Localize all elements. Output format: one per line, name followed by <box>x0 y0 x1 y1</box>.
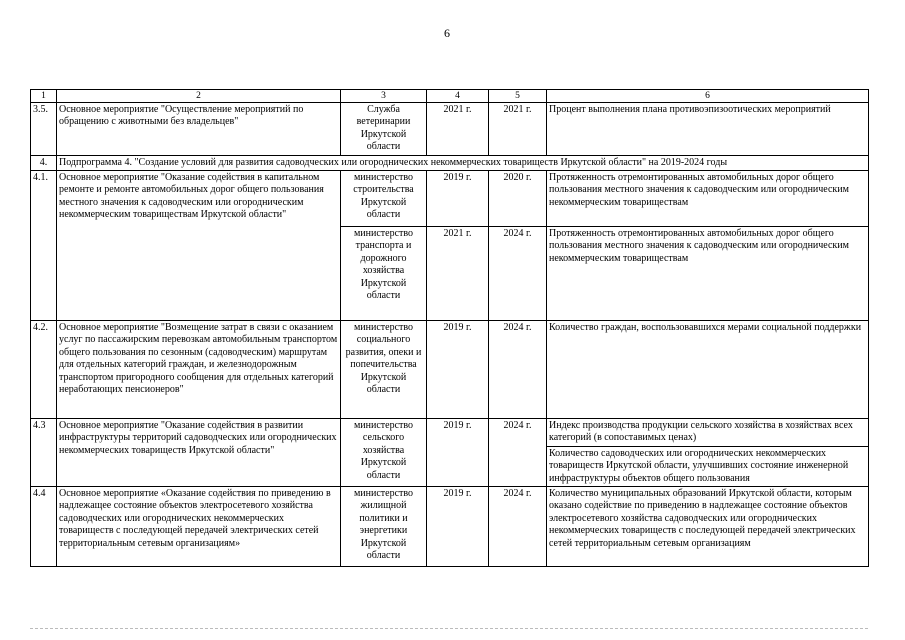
table-row <box>31 321 869 419</box>
page-number: 6 <box>444 26 450 40</box>
indicator-cell: Индекс производства продукции сельского хозяйства в хозяйствах всех категорий (в сопоставимых ценах) <box>547 419 869 447</box>
end-year-cell: 2024 г. <box>489 419 547 487</box>
end-year-cell: 2024 г. <box>489 227 547 321</box>
executor-cell: министерство транспорта и дорожного хозяйства Иркутской области <box>341 227 427 321</box>
row-number: 4.3 <box>31 419 57 487</box>
executor-cell: министерство социального развития, опеки и попечительства Иркутской области <box>341 321 427 419</box>
indicator-cell: Количество муниципальных образований Иркутской области, которым оказано содействие по приведению в надлежащее состояние объектов электросетевого хозяйства садоводческих или огороднических некоммерческих товариществ с последующей передачей электрических сетей территориальным сетевым организациям <box>547 487 869 567</box>
start-year-cell: 2019 г. <box>427 419 489 487</box>
table-row <box>31 419 869 447</box>
activity-cell: Основное мероприятие "Осуществление мероприятий по обращению с животными без владельцев" <box>57 103 341 156</box>
column-number: 5 <box>489 90 547 103</box>
start-year-cell: 2019 г. <box>427 321 489 419</box>
executor-cell: министерство строительства Иркутской области <box>341 171 427 227</box>
subprogram-title: Подпрограмма 4. "Создание условий для развития садоводческих или огороднических некоммерческих товариществ Иркутской области" на 2019-2024 годы <box>57 155 869 170</box>
table-row <box>31 487 869 567</box>
indicator-cell: Количество граждан, воспользовавшихся мерами социальной поддержки <box>547 321 869 419</box>
indicator-cell: Процент выполнения плана противоэпизоотических мероприятий <box>547 103 869 156</box>
page-edge-divider <box>30 628 868 629</box>
column-number: 4 <box>427 90 489 103</box>
column-number: 1 <box>31 90 57 103</box>
start-year-cell: 2021 г. <box>427 227 489 321</box>
program-table <box>30 89 869 567</box>
start-year-cell: 2021 г. <box>427 103 489 156</box>
subprogram-row <box>31 155 869 170</box>
activity-cell: Основное мероприятие «Оказание содействия по приведению в надлежащее состояние объектов электросетевого хозяйства садоводческих или огороднических некоммерческих товариществ с последующей передачей электрических сетей территориальным сетевым организациям» <box>57 487 341 567</box>
column-number: 3 <box>341 90 427 103</box>
row-number: 4. <box>31 155 57 170</box>
end-year-cell: 2020 г. <box>489 171 547 227</box>
end-year-cell: 2021 г. <box>489 103 547 156</box>
table-row <box>31 103 869 156</box>
activity-cell: Основное мероприятие "Возмещение затрат в связи с оказанием услуг по пассажирским перевозкам автомобильным транспортом общего пользования по сезонным (садоводческим) маршрутам для отдельных категорий граждан, и железнодорожным транспортом пригородного сообщения для отдельных категорий неработающих пенсионеров" <box>57 321 341 419</box>
executor-cell: Служба ветеринарии Иркутской области <box>341 103 427 156</box>
row-number: 4.1. <box>31 171 57 321</box>
column-number: 2 <box>57 90 341 103</box>
indicator-cell: Протяженность отремонтированных автомобильных дорог общего пользования местного значения к садоводческим или огородническим некоммерческим товариществам <box>547 227 869 321</box>
row-number: 4.2. <box>31 321 57 419</box>
end-year-cell: 2024 г. <box>489 487 547 567</box>
executor-cell: министерство жилищной политики и энергетики Иркутской области <box>341 487 427 567</box>
indicator-cell: Количество садоводческих или огороднических некоммерческих товариществ Иркутской области, улучшивших состояние инженерной инфраструктуры объектов общего пользования <box>547 446 869 486</box>
activity-cell: Основное мероприятие "Оказание содействия в капитальном ремонте и ремонте автомобильных дорог общего пользования местного значения к садоводческим или огородническим некоммерческим товариществам Иркутской области" <box>57 171 341 321</box>
activity-cell: Основное мероприятие "Оказание содействия в развитии инфраструктуры территорий садоводческих или огороднических некоммерческих товариществ Иркутской области" <box>57 419 341 487</box>
table-row <box>31 171 869 227</box>
executor-cell: министерство сельского хозяйства Иркутской области <box>341 419 427 487</box>
start-year-cell: 2019 г. <box>427 171 489 227</box>
end-year-cell: 2024 г. <box>489 321 547 419</box>
row-number: 4.4 <box>31 487 57 567</box>
indicator-cell: Протяженность отремонтированных автомобильных дорог общего пользования местного значения к садоводческим или огородническим некоммерческим товариществам <box>547 171 869 227</box>
column-number-row <box>31 90 869 103</box>
start-year-cell: 2019 г. <box>427 487 489 567</box>
column-number: 6 <box>547 90 869 103</box>
row-number: 3.5. <box>31 103 57 156</box>
